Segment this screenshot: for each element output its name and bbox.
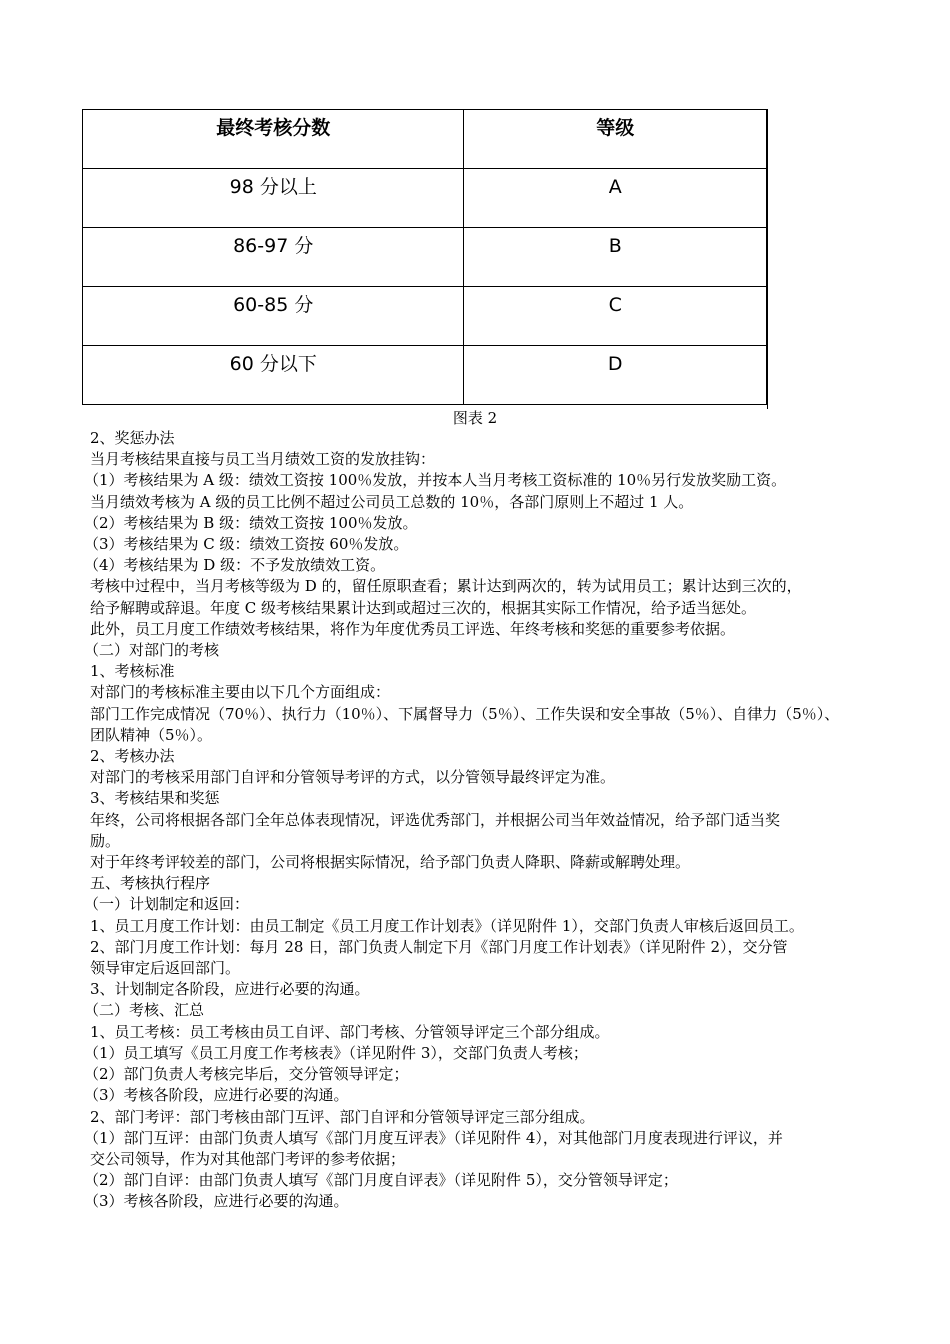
text-line: 1、员工考核：员工考核由员工自评、部门考核、分管领导评定三个部分组成。 bbox=[90, 1022, 610, 1041]
text-line: （1）考核结果为 A 级：绩效工资按 100％发放，并按本人当月考核工资标准的 10％另行发放奖励工资。 bbox=[84, 471, 787, 490]
text-line: 五、考核执行程序 bbox=[90, 874, 211, 893]
text-line: （二）考核、汇总 bbox=[84, 1001, 205, 1020]
text-line: 部门工作完成情况（70％）、执行力（10％）、下属督导力（5％）、工作失误和安全事故（5％）、自律力（5％）、 bbox=[90, 704, 840, 723]
text-line: （二）对部门的考核 bbox=[84, 641, 220, 660]
text-line: 2、奖惩办法 bbox=[90, 429, 175, 447]
text-line: 当月绩效考核为 A 级的员工比例不超过公司员工总数的 10％，各部门原则上不超过 1 人。 bbox=[90, 492, 694, 511]
text-line: （2）部门自评：由部门负责人填写《部门月度自评表》（详见附件 5），交分管领导评定； bbox=[84, 1171, 678, 1190]
figure-caption: 图表 2 bbox=[452, 409, 498, 427]
text-line: 3、计划制定各阶段，应进行必要的沟通。 bbox=[90, 980, 370, 999]
text-line: 对部门的考核采用部门自评和分管领导考评的方式，以分管领导最终评定为准。 bbox=[90, 768, 616, 787]
text-line: 团队精神（5％）。 bbox=[90, 725, 213, 744]
table-row bbox=[83, 287, 767, 346]
text-line: 2、部门考评：部门考核由部门互评、部门自评和分管领导评定三部分组成。 bbox=[90, 1107, 595, 1126]
text-line: 3、考核结果和奖惩 bbox=[90, 789, 220, 808]
score-cell: 60-85 分 bbox=[83, 287, 464, 346]
text-line: 交公司领导，作为对其他部门考评的参考依据； bbox=[90, 1149, 406, 1168]
text-line: （一）计划制定和返回： bbox=[84, 895, 250, 914]
text-line: 1、员工月度工作计划：由员工制定《员工月度工作计划表》（详见附件 1），交部门负责人审核后返回员工。 bbox=[90, 916, 804, 935]
score-cell: 98 分以上 bbox=[83, 169, 464, 228]
text-line: （3）考核各阶段，应进行必要的沟通。 bbox=[84, 1192, 349, 1211]
table-header-row bbox=[83, 110, 767, 169]
text-line: 2、部门月度工作计划：每月 28 日，部门负责人制定下月《部门月度工作计划表》（详见附件 2），交分管 bbox=[90, 937, 788, 956]
text-line: 此外，员工月度工作绩效考核结果，将作为年度优秀员工评选、年终考核和奖惩的重要参考依据。 bbox=[90, 619, 736, 638]
text-line: 考核中过程中，当月考核等级为 D 的，留任原职查看；累计达到两次的，转为试用员工；累计达到三次的， bbox=[90, 577, 802, 596]
text-line: 对部门的考核标准主要由以下几个方面组成： bbox=[90, 683, 391, 702]
table-row bbox=[83, 228, 767, 287]
score-cell: 86-97 分 bbox=[83, 228, 464, 287]
table-row bbox=[83, 169, 767, 228]
grade-table bbox=[82, 109, 767, 405]
header-score: 最终考核分数 bbox=[83, 110, 464, 169]
header-grade: 等级 bbox=[464, 110, 767, 169]
text-line: 给予解聘或辞退。年度 C 级考核结果累计达到或超过三次的，根据其实际工作情况，给予适当惩处。 bbox=[90, 598, 757, 617]
text-line: （4）考核结果为 D 级：不予发放绩效工资。 bbox=[84, 556, 386, 575]
document-body bbox=[84, 428, 862, 1213]
text-line: 2、考核办法 bbox=[90, 747, 175, 766]
text-line: （1）员工填写《员工月度工作考核表》（详见附件 3），交部门负责人考核； bbox=[84, 1043, 588, 1062]
grade-cell: C bbox=[464, 287, 767, 346]
grade-cell: A bbox=[464, 169, 767, 228]
grade-cell: D bbox=[464, 346, 767, 405]
table-double-border bbox=[767, 109, 768, 409]
text-line: 当月考核结果直接与员工当月绩效工资的发放挂钩： bbox=[90, 450, 436, 469]
text-line: （3）考核结果为 C 级：绩效工资按 60％发放。 bbox=[84, 535, 409, 554]
score-cell: 60 分以下 bbox=[83, 346, 464, 405]
text-line: 年终，公司将根据各部门全年总体表现情况，评选优秀部门，并根据公司当年效益情况，给予部门适当奖 bbox=[90, 810, 781, 829]
text-line: （1）部门互评：由部门负责人填写《部门月度互评表》（详见附件 4），对其他部门月度表现进行评议，并 bbox=[84, 1128, 783, 1147]
text-line: （2）考核结果为 B 级：绩效工资按 100％发放。 bbox=[84, 513, 418, 532]
text-line: 对于年终考评较差的部门，公司将根据实际情况，给予部门负责人降职、降薪或解聘处理。 bbox=[90, 853, 691, 872]
text-line: 领导审定后返回部门。 bbox=[90, 959, 241, 978]
text-line: 励。 bbox=[90, 831, 121, 850]
text-line: （2）部门负责人考核完毕后，交分管领导评定； bbox=[84, 1065, 409, 1084]
text-line: 1、考核标准 bbox=[90, 662, 175, 681]
text-line: （3）考核各阶段，应进行必要的沟通。 bbox=[84, 1086, 349, 1105]
table-row bbox=[83, 346, 767, 405]
grade-cell: B bbox=[464, 228, 767, 287]
